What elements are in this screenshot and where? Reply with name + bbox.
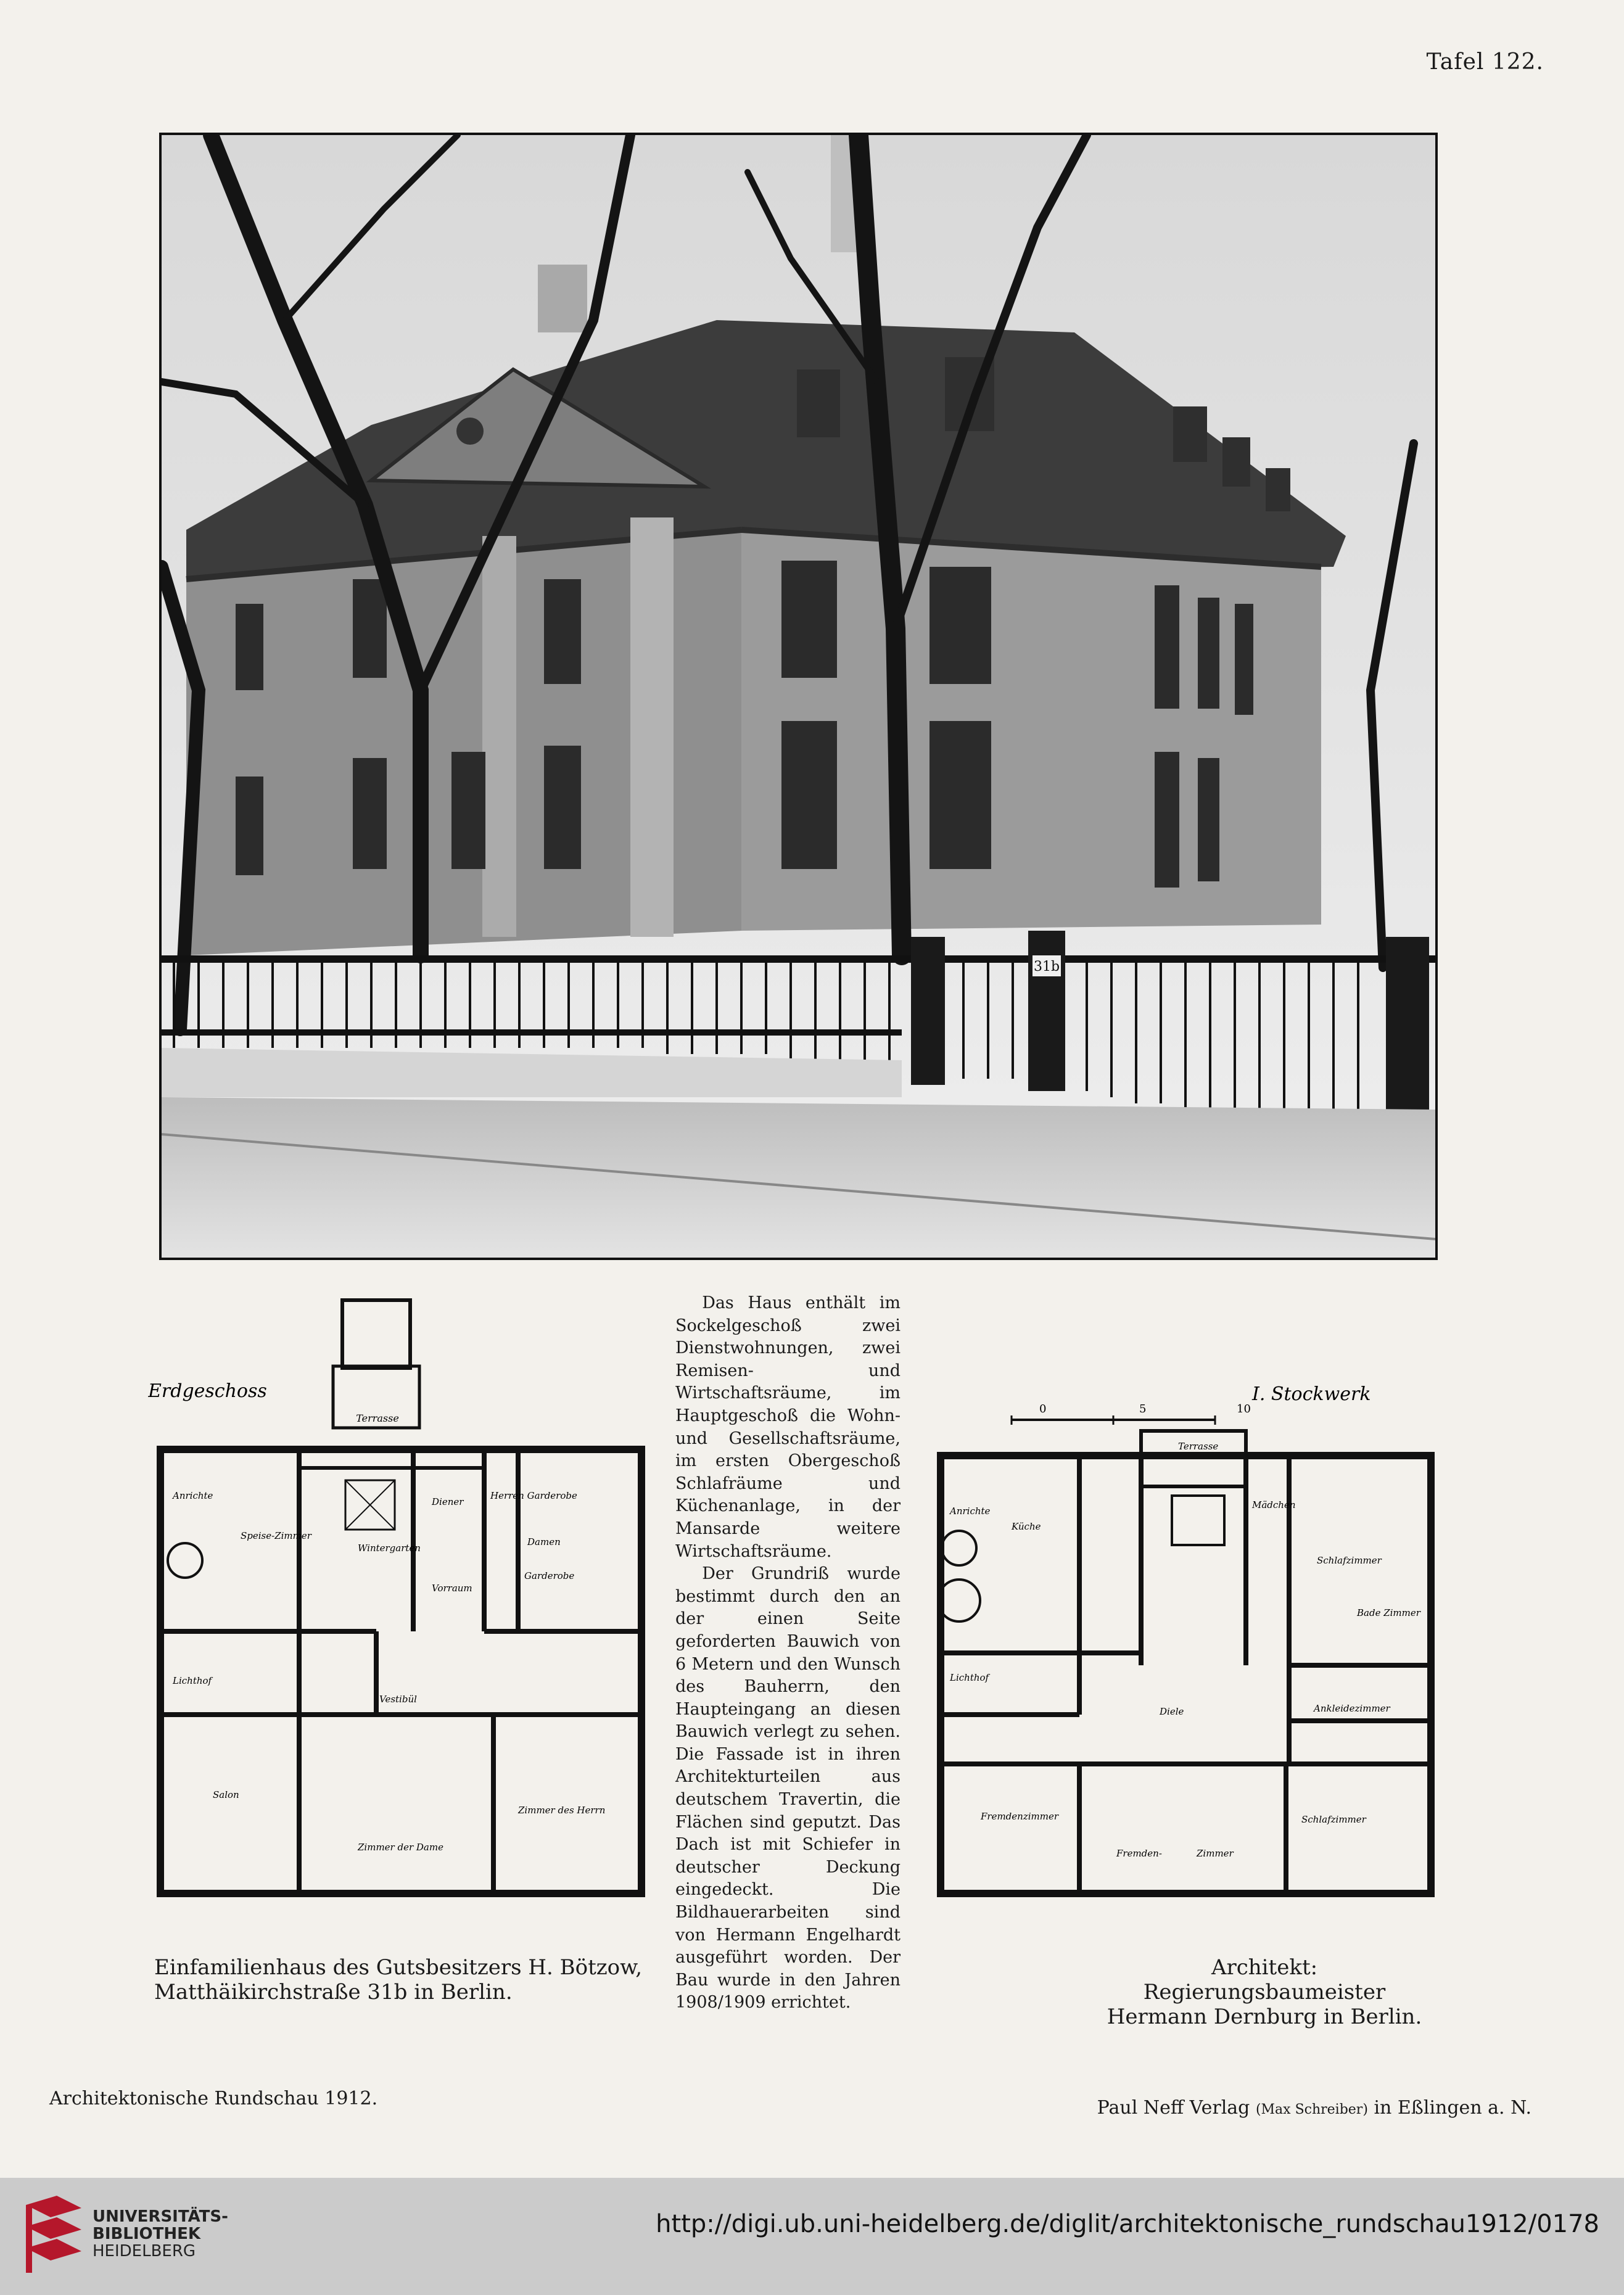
publisher-place: in Eßlingen a. N.	[1374, 2097, 1531, 2119]
library-line1: UNIVERSITÄTS-	[93, 2207, 228, 2226]
caption-architect-line1: Architekt: Regierungsbaumeister	[1143, 1955, 1386, 2005]
room-speisezimmer: Speise-Zimmer	[241, 1530, 311, 1541]
paragraph-1: Das Haus enthält im Sockelgeschoß zwei Dienstwohnungen, zwei Remisen- und Wirtschaftsräume, im Hauptgeschoß die Wohn- und Gesellschaftsräume, im ersten Obergeschoß Schlafräume und Küchenanlage, in der Mansarde weitere Wirtschaftsräume.	[675, 1293, 901, 1561]
caption-architect	[1098, 1955, 1431, 2029]
scale-10: 10	[1237, 1403, 1251, 1415]
library-name	[93, 2208, 228, 2260]
caption-house	[154, 1955, 709, 2005]
room-anrichte: Anrichte	[173, 1490, 213, 1501]
library-line2: BIBLIOTHEK	[93, 2225, 201, 2243]
paragraph-2: Der Grundriß wurde bestimmt durch den an der einen Seite geforderten Bauwich von 6 Metern und den Wunsch des Bauherrn, den Haupteingang an diesen Bauwich verlegt zu sehen. Die Fassade ist in ihren Architekturteilen aus deutschem Travertin, die Flächen sind geputzt. Das Dach ist mit Schiefer in deutscher Deckung eingedeckt. Die Bildhauerarbeiten sind von Hermann Engelhardt ausgeführt worden. Der Bau wurde in den Jahren 1908/1909 errichtet.	[675, 1564, 901, 2013]
plate-label: Tafel 122.	[1426, 49, 1544, 75]
caption-house-line2: Matthäikirchstraße 31b in Berlin.	[154, 1980, 513, 2005]
ub-heidelberg-logo-icon[interactable]	[20, 2193, 88, 2279]
room-badezimmer: Bade Zimmer	[1357, 1607, 1420, 1618]
room-garderobe: Garderobe	[524, 1570, 575, 1581]
room-fremden: Fremden-	[1116, 1848, 1162, 1859]
room-zimmer: Zimmer	[1197, 1848, 1234, 1859]
room-lichthof-1: Lichthof	[950, 1672, 989, 1683]
room-damen: Damen	[527, 1536, 561, 1547]
room-zimmer-herrn: Zimmer des Herrn	[518, 1805, 606, 1816]
footer-publisher	[1097, 2097, 1531, 2119]
room-herren-garderobe: Herren Garderobe	[490, 1490, 577, 1501]
house-photograph	[159, 133, 1438, 1260]
room-vestibuel: Vestibül	[379, 1694, 417, 1705]
room-zimmer-dame: Zimmer der Dame	[358, 1842, 443, 1853]
room-wintergarten: Wintergarten	[358, 1543, 421, 1554]
footer-journal: Architektonische Rundschau 1912.	[49, 2088, 378, 2109]
scale-5: 5	[1139, 1403, 1147, 1415]
room-vorraum: Vorraum	[432, 1583, 472, 1594]
scale-0: 0	[1039, 1403, 1047, 1415]
description-text	[675, 1292, 901, 2014]
room-schlafzimmer-2: Schlafzimmer	[1301, 1814, 1366, 1825]
house-number: 31b	[1033, 959, 1060, 974]
room-kueche: Küche	[1012, 1521, 1041, 1532]
plan-right-title: I. Stockwerk	[1252, 1383, 1371, 1405]
room-maedchen: Mädchen	[1252, 1499, 1296, 1510]
room-fremdenzimmer: Fremdenzimmer	[981, 1811, 1059, 1822]
first-floor-plan	[931, 1382, 1440, 1937]
caption-house-line1: Einfamilienhaus des Gutsbesitzers H. Bötzow,	[154, 1955, 643, 1980]
room-diener: Diener	[432, 1496, 464, 1507]
caption-architect-line2: Hermann Dernburg in Berlin.	[1107, 2005, 1422, 2029]
room-terrasse: Terrasse	[356, 1412, 399, 1424]
room-ankleidezimmer: Ankleidezimmer	[1314, 1703, 1390, 1714]
room-terrasse-1: Terrasse	[1178, 1441, 1219, 1452]
room-lichthof: Lichthof	[173, 1675, 212, 1686]
room-anrichte-1: Anrichte	[950, 1506, 991, 1517]
ground-floor-plan	[148, 1295, 654, 1930]
library-line3: HEIDELBERG	[93, 2242, 196, 2260]
room-salon: Salon	[213, 1789, 239, 1800]
room-schlafzimmer-1: Schlafzimmer	[1317, 1555, 1382, 1566]
room-diele: Diele	[1160, 1706, 1184, 1717]
publisher-owner: (Max Schreiber)	[1255, 2102, 1368, 2117]
publisher-name: Paul Neff Verlag	[1097, 2097, 1250, 2119]
permalink-url[interactable]: http://digi.ub.uni-heidelberg.de/diglit/architektonische_rundschau1912/0178	[656, 2210, 1599, 2238]
plan-left-title: Erdgeschoss	[148, 1380, 267, 1402]
